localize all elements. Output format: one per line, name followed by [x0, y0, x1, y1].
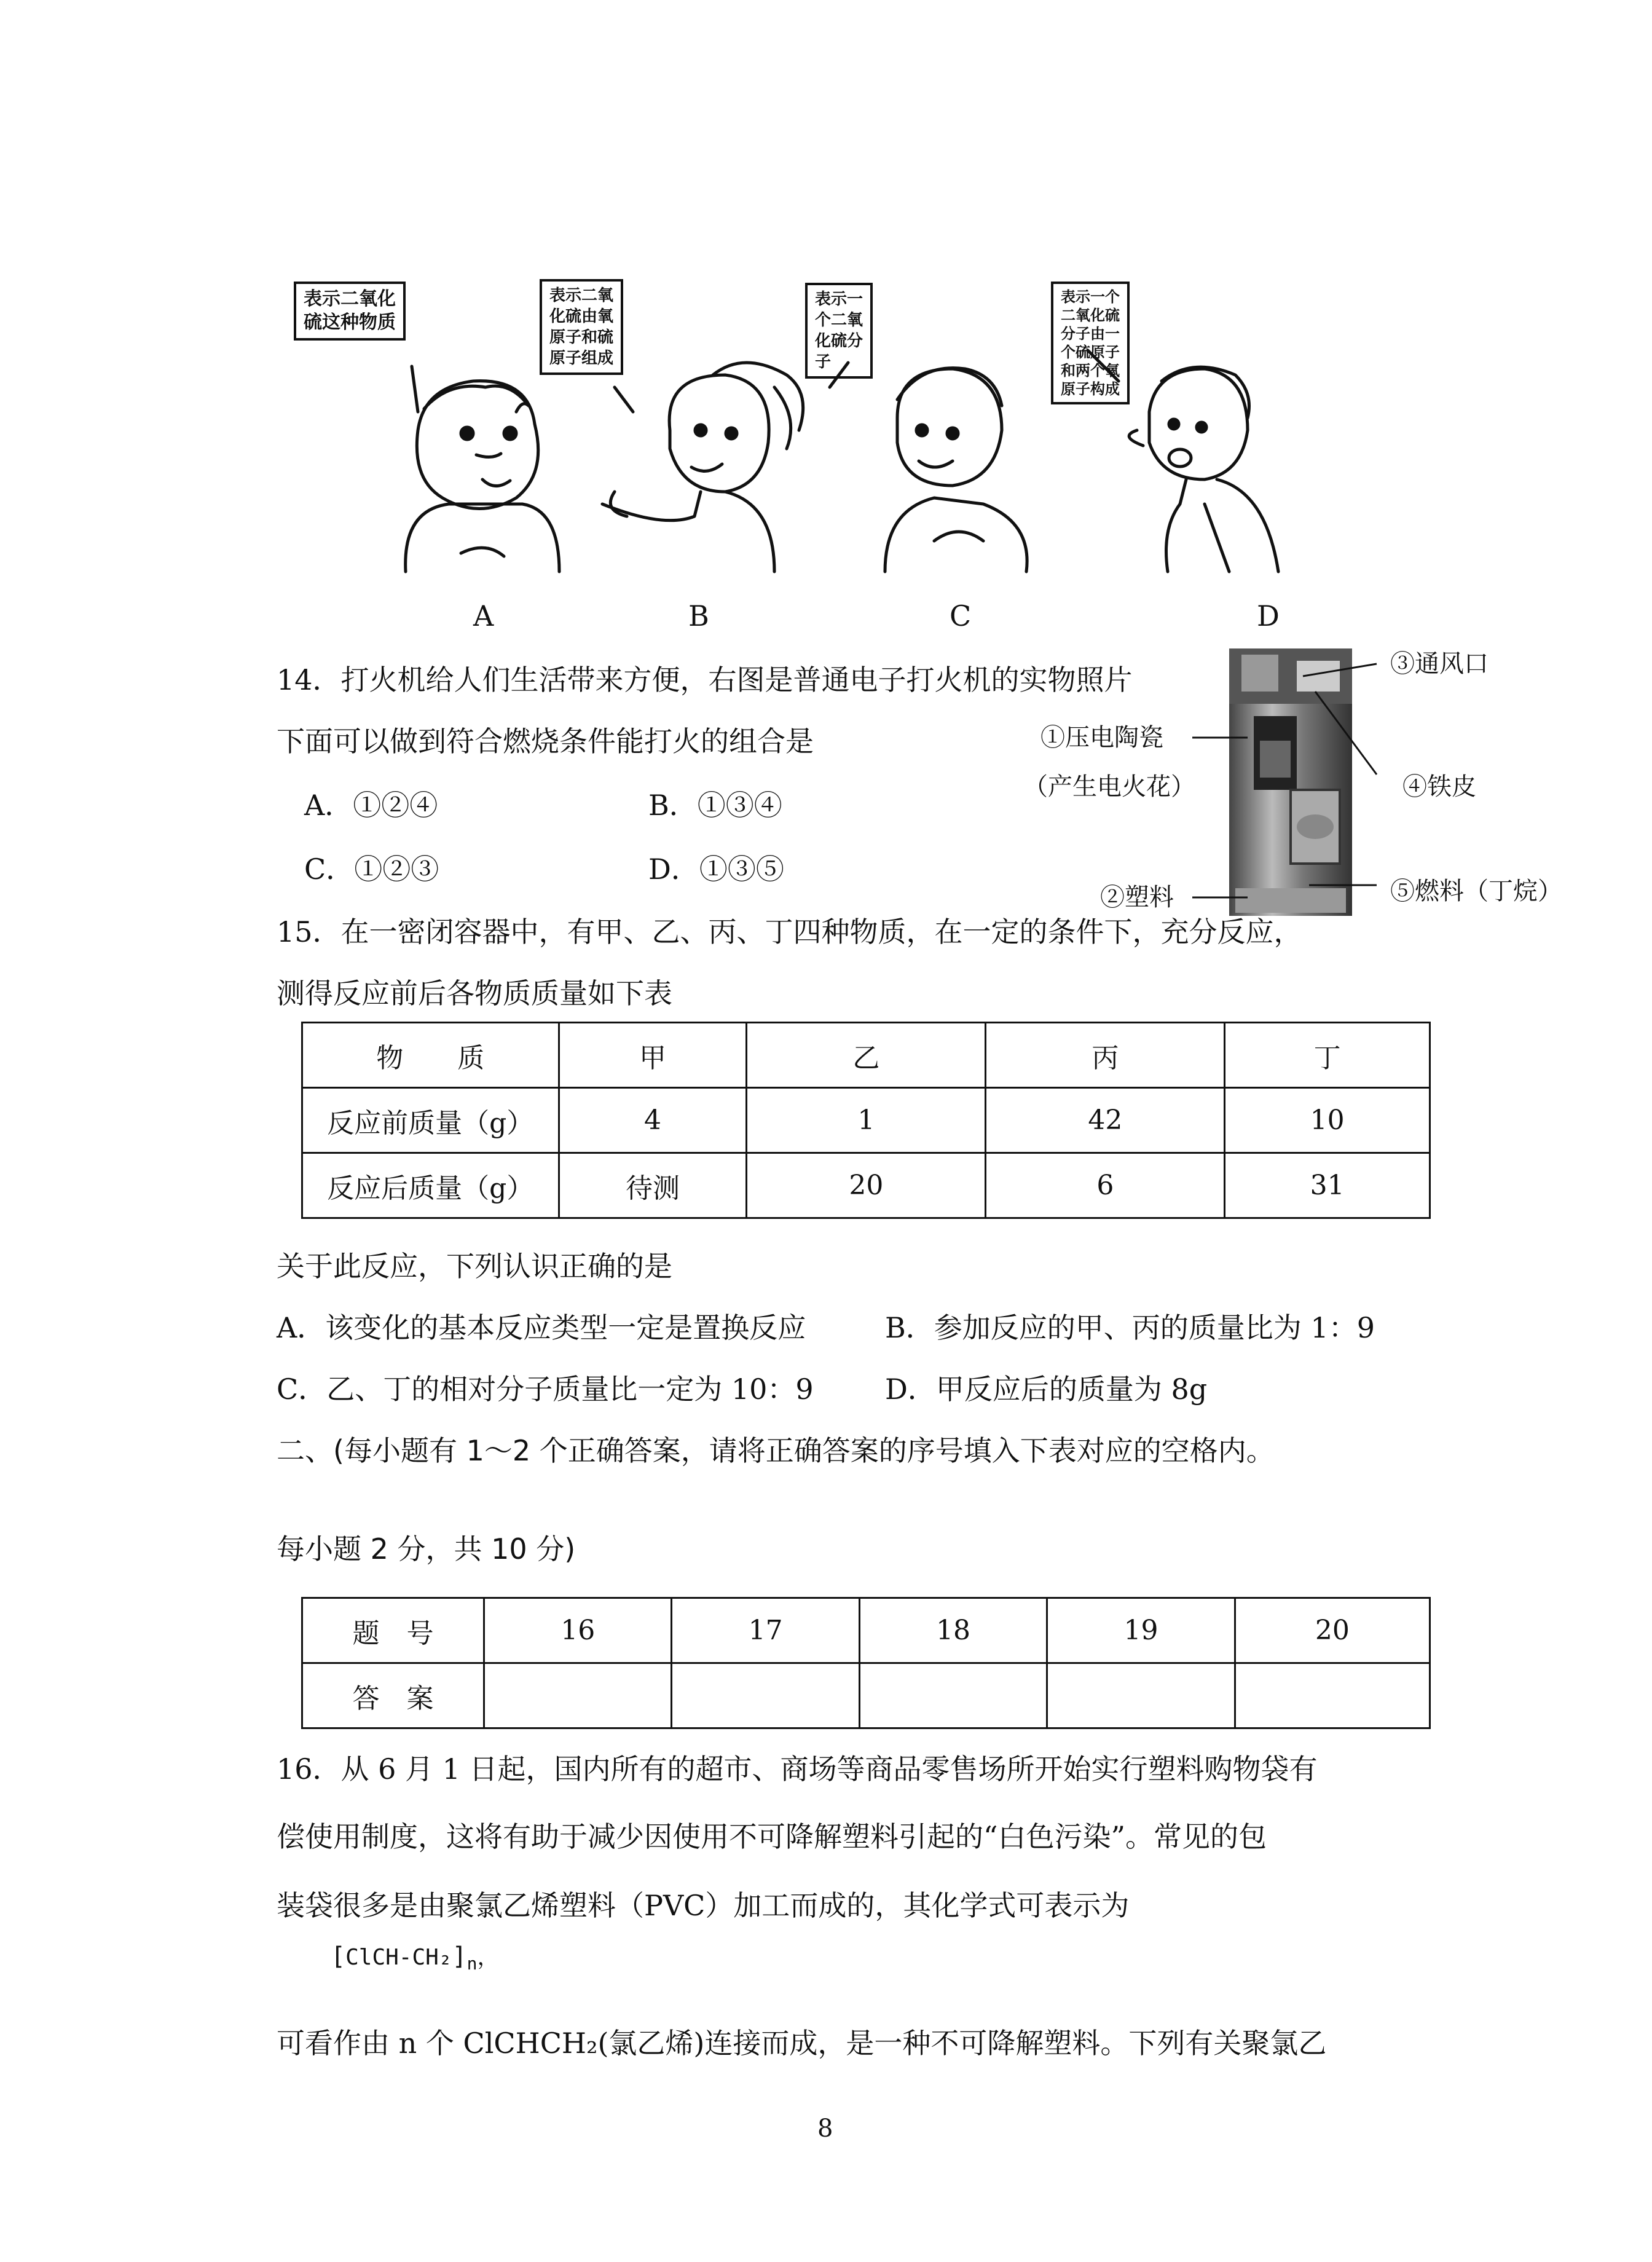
bubble-text: 分子由一: [1061, 325, 1120, 342]
q16-line1: 16．从 6 月 1 日起，国内所有的超市、商场等商品零售场所开始实行塑料购物袋有: [277, 1752, 1318, 1786]
table-row: [302, 1153, 1430, 1218]
formula-tail: ，: [477, 1945, 500, 1970]
q14-line2: 下面可以做到符合燃烧条件能打火的组合是: [277, 725, 814, 758]
q15-line2: 测得反应前后各物质质量如下表: [277, 977, 672, 1010]
row-label: 题 号: [302, 1598, 484, 1663]
answer-cell[interactable]: [859, 1663, 1047, 1728]
question-number: 18: [859, 1598, 1047, 1663]
answer-number-row: [302, 1598, 1430, 1663]
header-cell: 丁: [1225, 1023, 1430, 1088]
question-number: 19: [1047, 1598, 1235, 1663]
q15-mass-table: [301, 1022, 1431, 1219]
caption-a: A: [473, 599, 494, 632]
bubble-text: 硫这种物质: [304, 312, 396, 333]
table-cell: 反应前质量（g）: [302, 1088, 559, 1153]
caption-c: C: [950, 599, 972, 632]
label-ceramic: ①压电陶瓷: [1040, 723, 1163, 752]
bubble-text: 和两个氧: [1061, 362, 1120, 379]
q16-line3: 装袋很多是由聚氯乙烯塑料（PVC）加工而成的，其化学式可表示为: [277, 1889, 1130, 1922]
q15-option-c: C．乙、丁的相对分子质量比一定为 10：9: [277, 1373, 814, 1406]
formula-subscript: n: [466, 1953, 478, 1974]
table-cell: 20: [747, 1153, 986, 1218]
formula-text: ClCH-CH₂: [345, 1945, 452, 1970]
bubble-text: 原子组成: [549, 349, 614, 368]
section2-scoring: 每小题 2 分，共 10 分): [277, 1532, 576, 1566]
bubble-text: 表示二氧化: [304, 288, 396, 310]
caption-d: D: [1257, 599, 1280, 632]
boy-d-figure: [1129, 367, 1278, 572]
q15-option-b: B．参加反应的甲、丙的质量比为 1：9: [885, 1311, 1375, 1344]
boy-a-figure: [406, 381, 559, 572]
answer-cell[interactable]: [1235, 1663, 1430, 1728]
bubble-text: 原子构成: [1061, 380, 1120, 398]
row-label: 答 案: [302, 1663, 484, 1728]
section2-instructions: 二、(每小题有 1～2 个正确答案，请将正确答案的序号填入下表对应的空格内。: [277, 1434, 1275, 1467]
table-cell: 反应后质量（g）: [302, 1153, 559, 1218]
caption-b: B: [688, 599, 709, 632]
header-cell: 丙: [986, 1023, 1225, 1088]
lighter-leader-lines: [1186, 652, 1383, 922]
table-cell: 待测: [559, 1153, 747, 1218]
bubble-text: 子: [815, 353, 832, 371]
table-cell: 6: [986, 1153, 1225, 1218]
answer-cell[interactable]: [1047, 1663, 1235, 1728]
table-cell: 4: [559, 1088, 747, 1153]
q14-option-a: A．①②④: [304, 789, 438, 822]
bubble-text: 化硫由氧: [549, 307, 614, 326]
cartoon-figures: [344, 307, 1352, 578]
q15-prompt: 关于此反应，下列认识正确的是: [277, 1250, 672, 1283]
table-cell: 31: [1225, 1153, 1430, 1218]
formula-bracket-left: [: [331, 1942, 346, 1971]
answer-cell[interactable]: [484, 1663, 672, 1728]
q15-option-d: D．甲反应后的质量为 8g: [885, 1373, 1208, 1406]
table-cell: 42: [986, 1088, 1225, 1153]
header-cell: 甲: [559, 1023, 747, 1088]
bubble-text: 二氧化硫: [1061, 307, 1120, 324]
header-cell: 乙: [747, 1023, 986, 1088]
boy-c-figure: [885, 368, 1027, 572]
q14-option-b: B．①③④: [648, 789, 782, 822]
q16-line2: 偿使用制度，这将有助于减少因使用不可降解塑料引起的“白色污染”。常见的包: [277, 1820, 1267, 1853]
pvc-formula: [331, 1941, 499, 1979]
q16-line5: 可看作由 n 个 ClCHCH₂(氯乙烯)连接而成，是一种不可降解塑料。下列有关聚氯乙: [277, 2027, 1327, 2060]
table-row: [302, 1088, 1430, 1153]
girl-b-figure: [602, 363, 803, 572]
bubble-text: 个硫原子: [1061, 344, 1120, 361]
q14-line1: 14．打火机给人们生活带来方便，右图是普通电子打火机的实物照片: [277, 663, 1133, 696]
formula-bracket-right: ]: [452, 1942, 467, 1971]
page-number: 8: [817, 2114, 833, 2143]
q15-line1: 15．在一密闭容器中，有甲、乙、丙、丁四种物质，在一定的条件下，充分反应，: [277, 915, 1302, 948]
table-header-row: [302, 1023, 1430, 1088]
bubble-text: 表示二氧: [549, 286, 614, 305]
header-cell: 物 质: [302, 1023, 559, 1088]
bubble-text: 原子和硫: [549, 328, 614, 347]
label-vent: ③通风口: [1390, 650, 1489, 678]
label-fuel: ⑤燃料（丁烷）: [1390, 877, 1562, 905]
bubble-text: 个二氧: [815, 311, 863, 329]
answer-row: [302, 1663, 1430, 1728]
bubble-text: 表示一个: [1061, 288, 1120, 305]
bubble-text: 表示一: [815, 290, 863, 309]
label-plastic: ②塑料: [1100, 883, 1174, 912]
question-number: 20: [1235, 1598, 1430, 1663]
table-cell: 1: [747, 1088, 986, 1153]
q15-option-a: A．该变化的基本反应类型一定是置换反应: [277, 1311, 806, 1344]
q14-option-c: C．①②③: [304, 853, 439, 886]
bubble-text: 化硫分: [815, 332, 863, 350]
label-spark: （产生电火花）: [1023, 773, 1195, 801]
answer-table: [301, 1597, 1431, 1729]
q14-option-d: D．①③⑤: [648, 853, 784, 886]
question-number: 17: [672, 1598, 859, 1663]
table-cell: 10: [1225, 1088, 1430, 1153]
label-iron: ④铁皮: [1402, 773, 1476, 801]
question-number: 16: [484, 1598, 672, 1663]
answer-cell[interactable]: [672, 1663, 859, 1728]
